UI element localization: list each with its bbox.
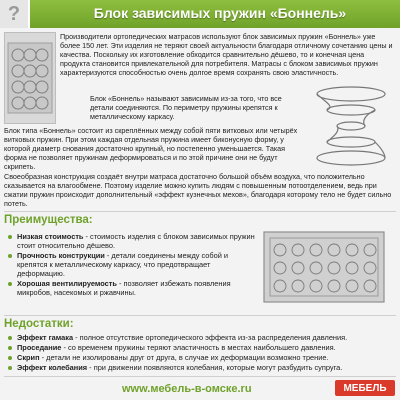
intro-paragraph-3: Блок типа «Боннель» состоит из скреплённых между собой пяти витковых или четырёх витковых пружин. При этом каждая отдельная пружина имеет биконусную форму, у которой диаметр снования достаточно крупный, но постепенно уменьшается. Такая форма не позволяет пружинам деформироваться и по этой причине они не будут скрипеть. <box>4 126 298 171</box>
disadvantage-item: Проседание - со временем пружины теряют эластичность в местах наибольшего давления. <box>8 343 396 352</box>
bonnell-spring-icon <box>305 84 397 168</box>
website-link[interactable]: www.мебель-в-омске.ru <box>122 383 252 395</box>
brand-logo: МЕБЕЛЬ <box>335 380 395 396</box>
question-badge <box>0 0 30 28</box>
spring-unit-icon <box>258 226 396 312</box>
spring-block-icon <box>5 33 55 123</box>
disadvantages-list <box>8 333 396 373</box>
advantages-list <box>8 232 256 298</box>
disadvantage-item: Эффект колебания - при движении появляются колебания, которые могут разбудить супруга. <box>8 363 396 372</box>
advantage-item: Низкая стоимость - стоимость изделия с блоком зависимых пружин стоит относительно дёшево. <box>8 232 256 250</box>
advantage-item: Прочность конструкции - детали соединены между собой и крепятся к металлическому каркасу, что предотвращает деформацию. <box>8 251 256 278</box>
intro-paragraph-1: Производители ортопедических матрасов используют блок зависимых пружин «Боннель» уже более 150 лет. Эти изделия не теряют своей актуальности благодаря отличному сочетанию цены и качества. Поскольку их изготовление обходится сравнительно дёшево, то и конечная цена продукта становится привлекательной для потребителя. Матрасы с блоком зависимых пружин характеризуются способностью очень долгое время сохранять свою эластичность. <box>60 32 393 77</box>
divider <box>4 315 396 316</box>
disadvantage-item: Скрип - детали не изолированы друг от друга, в случае их деформации возможно трение. <box>8 353 396 362</box>
disadvantages-title: Недостатки: <box>4 318 74 330</box>
advantage-item: Хорошая вентилируемость - позволяет избежать появления микробов, насекомых и ржавчины. <box>8 279 256 297</box>
disadvantage-item: Эффект гамака - полное отсутствие ортопедического эффекта из-за распределения давления. <box>8 333 396 342</box>
intro-paragraph-2: Блок «Боннель» называют зависимым из-за того, что все детали соединяются. По периметру пружины крепятся к металлическому каркасу. <box>90 94 282 121</box>
page-title: Блок зависимых пружин «Боннель» <box>93 5 347 21</box>
mattress-spring-image <box>4 32 56 124</box>
question-mark-icon: ? <box>7 2 21 25</box>
divider <box>4 211 396 212</box>
advantages-title: Преимущества: <box>4 214 93 226</box>
intro-paragraph-4: Своеобразная конструкция создаёт внутри матраса достаточно большой объём воздуха, что положительно сказывается на влагообмене. Поэтому изделие можно купить людям с повышенным потоотделением, ведь при сжатии пружин происходит дополнительный «эффект кузнечных мехов», благодаря которому тело не будет сильно потеть. <box>4 172 392 208</box>
footer-divider <box>4 376 396 377</box>
